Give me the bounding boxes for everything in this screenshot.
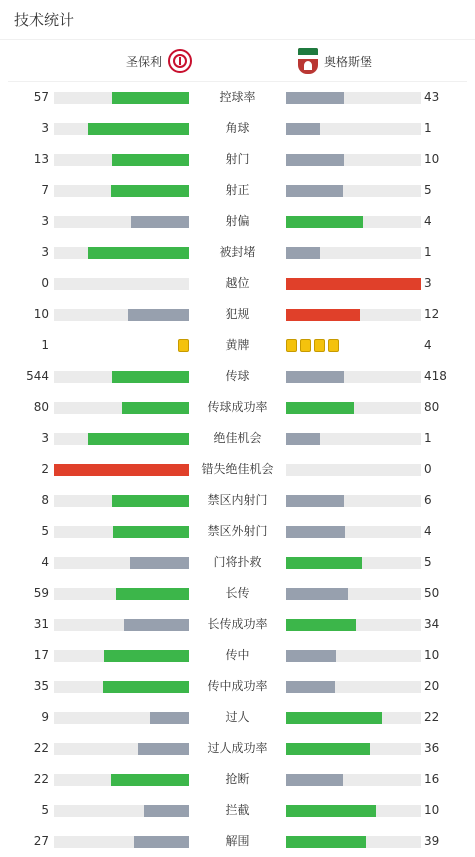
away-value: 5 <box>424 555 432 569</box>
away-bar-track <box>286 619 421 631</box>
home-team[interactable] <box>126 40 192 82</box>
home-bar-fill <box>111 774 189 786</box>
stats-list <box>0 82 475 857</box>
away-value: 16 <box>424 772 440 786</box>
stat-row <box>0 826 475 857</box>
away-value: 10 <box>424 152 440 166</box>
away-value: 1 <box>424 121 432 135</box>
away-bar-track <box>286 247 421 259</box>
yellow-card-icon <box>286 339 297 352</box>
stat-row <box>0 671 475 702</box>
stat-row <box>0 268 475 299</box>
home-value: 31 <box>33 617 49 631</box>
stat-label: 绝佳机会 <box>213 431 262 445</box>
away-bar-fill <box>286 216 363 228</box>
away-bar-fill <box>286 805 376 817</box>
away-bar-fill <box>286 712 382 724</box>
away-bar-track <box>286 185 421 197</box>
away-bar-track <box>286 371 421 383</box>
home-value: 59 <box>33 586 49 600</box>
home-bar-fill <box>150 712 189 724</box>
away-bar-fill <box>286 371 344 383</box>
away-bar-track <box>286 681 421 693</box>
home-bar-fill <box>112 154 189 166</box>
away-value: 12 <box>424 307 440 321</box>
home-bar-track <box>54 774 189 786</box>
away-bar-fill <box>286 619 356 631</box>
stat-label: 长传 <box>225 586 250 600</box>
away-bar-track <box>286 526 421 538</box>
home-bar-track <box>54 650 189 662</box>
home-bar-fill <box>112 92 189 104</box>
away-bar-track <box>286 92 421 104</box>
away-team-name: 奥格斯堡 <box>324 54 373 69</box>
page-title: 技术统计 <box>14 11 75 29</box>
home-bar-track <box>54 371 189 383</box>
stat-row <box>0 764 475 795</box>
stat-row <box>0 702 475 733</box>
stat-row <box>0 733 475 764</box>
home-value: 10 <box>33 307 49 321</box>
home-value: 27 <box>33 834 49 848</box>
home-bar-track <box>54 743 189 755</box>
home-bar-fill <box>111 185 189 197</box>
away-value: 10 <box>424 803 440 817</box>
home-value: 5 <box>41 803 49 817</box>
home-value: 3 <box>41 214 49 228</box>
away-team[interactable] <box>298 40 372 82</box>
stat-row <box>0 82 475 113</box>
stat-row <box>0 113 475 144</box>
home-bar-track <box>54 464 189 476</box>
away-bar-track <box>286 650 421 662</box>
home-bar-fill <box>128 309 189 321</box>
away-bar-track <box>286 433 421 445</box>
home-bar-track <box>54 557 189 569</box>
away-value: 50 <box>424 586 440 600</box>
home-value: 17 <box>33 648 49 662</box>
stat-label: 抢断 <box>225 772 250 786</box>
home-value: 3 <box>41 245 49 259</box>
st-pauli-logo-icon <box>168 49 192 73</box>
stat-label: 禁区外射门 <box>207 524 268 538</box>
stat-label: 传中成功率 <box>207 679 268 693</box>
away-value: 0 <box>424 462 432 476</box>
stat-label: 黄牌 <box>225 338 250 352</box>
away-value: 4 <box>424 524 432 538</box>
away-bar-fill <box>286 774 343 786</box>
home-bar-fill <box>88 433 189 445</box>
home-value: 1 <box>41 338 49 352</box>
away-value: 5 <box>424 183 432 197</box>
stat-label: 拦截 <box>225 803 250 817</box>
away-value: 4 <box>424 338 432 352</box>
stat-label: 角球 <box>225 121 250 135</box>
stat-row <box>0 361 475 392</box>
home-value: 35 <box>33 679 49 693</box>
home-bar-fill <box>54 464 189 476</box>
home-bar-fill <box>144 805 189 817</box>
home-bar-fill <box>138 743 189 755</box>
home-bar-fill <box>113 526 189 538</box>
stat-label: 传中 <box>225 648 250 662</box>
away-bar-fill <box>286 154 344 166</box>
stat-label: 越位 <box>225 276 250 290</box>
home-bar-track <box>54 681 189 693</box>
home-yellow-cards <box>178 339 189 352</box>
stat-label: 控球率 <box>219 90 256 104</box>
stat-label: 过人 <box>225 710 250 724</box>
stat-row <box>0 175 475 206</box>
home-bar-track <box>54 185 189 197</box>
away-value: 20 <box>424 679 440 693</box>
stat-row <box>0 392 475 423</box>
home-bar-fill <box>122 402 190 414</box>
home-value: 5 <box>41 524 49 538</box>
home-bar-fill <box>134 836 189 848</box>
yellow-card-icon <box>300 339 311 352</box>
home-bar-fill <box>103 681 189 693</box>
away-bar-track <box>286 774 421 786</box>
stat-row <box>0 454 475 485</box>
stat-label: 射正 <box>225 183 250 197</box>
stat-label: 射偏 <box>225 214 250 228</box>
away-bar-fill <box>286 433 320 445</box>
page-title-bar <box>0 0 475 40</box>
home-bar-track <box>54 278 189 290</box>
away-bar-track <box>286 402 421 414</box>
stat-label: 传球成功率 <box>207 400 268 414</box>
stat-row <box>0 423 475 454</box>
home-bar-fill <box>112 371 189 383</box>
home-bar-fill <box>88 123 189 135</box>
away-bar-fill <box>286 185 343 197</box>
away-bar-track <box>286 309 421 321</box>
away-value: 4 <box>424 214 432 228</box>
stat-label: 传球 <box>225 369 250 383</box>
stat-label: 错失绝佳机会 <box>201 462 274 476</box>
home-bar-track <box>54 588 189 600</box>
stat-row <box>0 578 475 609</box>
stat-label: 门将扑救 <box>213 555 262 569</box>
stat-label: 被封堵 <box>219 245 256 259</box>
away-bar-track <box>286 805 421 817</box>
stat-row <box>0 330 475 361</box>
away-bar-track <box>286 278 421 290</box>
home-bar-track <box>54 154 189 166</box>
away-bar-fill <box>286 495 344 507</box>
home-value: 8 <box>41 493 49 507</box>
home-value: 22 <box>33 772 49 786</box>
home-value: 0 <box>41 276 49 290</box>
away-bar-track <box>286 836 421 848</box>
home-bar-track <box>54 526 189 538</box>
stat-row <box>0 640 475 671</box>
away-bar-fill <box>286 681 335 693</box>
stat-row <box>0 237 475 268</box>
away-value: 80 <box>424 400 440 414</box>
stat-label: 犯规 <box>225 307 250 321</box>
stat-row <box>0 795 475 826</box>
augsburg-logo-icon <box>298 48 318 74</box>
away-value: 1 <box>424 431 432 445</box>
stat-row <box>0 206 475 237</box>
home-bar-track <box>54 619 189 631</box>
home-bar-track <box>54 836 189 848</box>
yellow-card-icon <box>314 339 325 352</box>
stat-row <box>0 299 475 330</box>
away-value: 39 <box>424 834 440 848</box>
stat-row <box>0 144 475 175</box>
away-bar-fill <box>286 743 370 755</box>
home-value: 2 <box>41 462 49 476</box>
home-bar-track <box>54 216 189 228</box>
stat-label: 禁区内射门 <box>207 493 268 507</box>
home-value: 13 <box>33 152 49 166</box>
home-bar-track <box>54 309 189 321</box>
home-value: 3 <box>41 121 49 135</box>
home-bar-track <box>54 805 189 817</box>
away-value: 34 <box>424 617 440 631</box>
away-bar-track <box>286 216 421 228</box>
away-value: 10 <box>424 648 440 662</box>
home-value: 22 <box>33 741 49 755</box>
home-value: 9 <box>41 710 49 724</box>
home-bar-fill <box>130 557 189 569</box>
home-value: 4 <box>41 555 49 569</box>
away-bar-fill <box>286 247 320 259</box>
home-value: 3 <box>41 431 49 445</box>
away-bar-track <box>286 464 421 476</box>
home-bar-track <box>54 402 189 414</box>
away-bar-track <box>286 123 421 135</box>
away-yellow-cards <box>286 339 339 352</box>
away-value: 22 <box>424 710 440 724</box>
away-bar-fill <box>286 309 360 321</box>
stat-label: 长传成功率 <box>207 617 268 631</box>
stat-row <box>0 609 475 640</box>
away-value: 6 <box>424 493 432 507</box>
away-bar-track <box>286 743 421 755</box>
away-bar-track <box>286 557 421 569</box>
away-bar-track <box>286 588 421 600</box>
home-bar-fill <box>124 619 189 631</box>
away-bar-fill <box>286 836 366 848</box>
away-bar-fill <box>286 123 320 135</box>
home-bar-track <box>54 433 189 445</box>
stat-row <box>0 485 475 516</box>
home-bar-fill <box>112 495 189 507</box>
home-bar-fill <box>104 650 189 662</box>
home-value: 80 <box>33 400 49 414</box>
away-value: 3 <box>424 276 432 290</box>
away-bar-track <box>286 495 421 507</box>
away-bar-fill <box>286 92 344 104</box>
home-bar-track <box>54 247 189 259</box>
away-bar-fill <box>286 588 348 600</box>
away-bar-fill <box>286 278 421 290</box>
away-value: 1 <box>424 245 432 259</box>
away-bar-fill <box>286 557 362 569</box>
stat-label: 射门 <box>225 152 250 166</box>
away-bar-fill <box>286 650 336 662</box>
home-bar-fill <box>131 216 189 228</box>
stat-row <box>0 516 475 547</box>
home-value: 57 <box>33 90 49 104</box>
home-bar-track <box>54 92 189 104</box>
stat-row <box>0 547 475 578</box>
home-bar-track <box>54 123 189 135</box>
away-value: 418 <box>424 369 447 383</box>
home-value: 544 <box>26 369 49 383</box>
home-bar-track <box>54 712 189 724</box>
away-bar-track <box>286 154 421 166</box>
yellow-card-icon <box>328 339 339 352</box>
team-header <box>8 40 467 82</box>
away-bar-track <box>286 712 421 724</box>
away-bar-fill <box>286 402 354 414</box>
yellow-card-icon <box>178 339 189 352</box>
home-team-name: 圣保利 <box>126 54 163 69</box>
home-bar-fill <box>88 247 189 259</box>
away-value: 36 <box>424 741 440 755</box>
home-bar-fill <box>116 588 189 600</box>
home-value: 7 <box>41 183 49 197</box>
stat-label: 过人成功率 <box>207 741 268 755</box>
stat-label: 解围 <box>225 834 250 848</box>
away-value: 43 <box>424 90 440 104</box>
home-bar-track <box>54 495 189 507</box>
away-bar-fill <box>286 526 345 538</box>
